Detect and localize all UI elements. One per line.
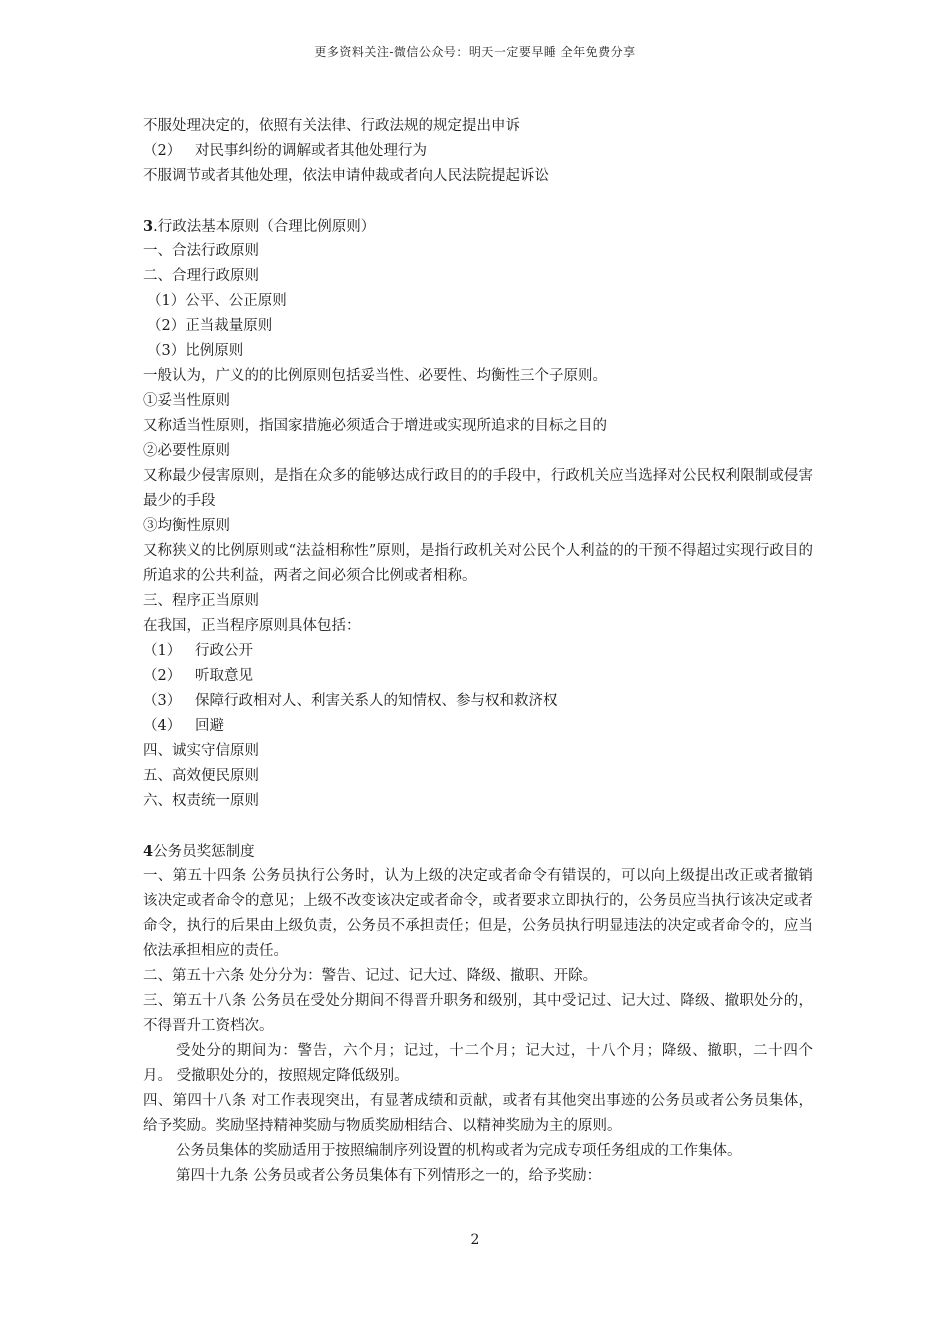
article-paragraph: 一、第五十四条 公务员执行公务时，认为上级的决定或者命令有错误的，可以向上级提出改正或者撤销该决定或者命令的意见；上级不改变该决定或者命令，或者要求立即执行的，公务员应当执行该决定或者命令，执行的后果由上级负责，公务员不承担责任；但是，公务员执行明显违法的决定或者命令的，应当依法承担相应的责任。 [143, 868, 813, 959]
section-number: 4 [143, 843, 154, 860]
list-number: （3） [143, 693, 182, 709]
section-heading [143, 214, 813, 239]
list-number: （4） [143, 718, 182, 734]
article-paragraph: 三、第五十八条 公务员在受处分期间不得晋升职务和级别，其中受记过、记大过、降级、撤职处分的，不得晋升工资档次。 [143, 993, 813, 1034]
paragraph: 一般认为，广义的的比例原则包括妥当性、必要性、均衡性三个子原则。 [143, 368, 607, 384]
list-item [143, 639, 813, 664]
sub-principle-title: ①妥当性原则 [143, 393, 230, 409]
article-paragraph: 二、第五十六条 处分分为：警告、记过、记大过、降级、撤职、开除。 [143, 968, 598, 984]
section-heading [143, 839, 813, 864]
paragraph: 在我国，正当程序原则具体包括： [143, 618, 361, 634]
paragraph: 不服处理决定的，依照有关法律、行政法规的规定提出申诉 [143, 118, 520, 134]
document-body [143, 114, 813, 1189]
list-text: 对民事纠纷的调解或者其他处理行为 [195, 143, 427, 159]
section-number: 3 [143, 218, 154, 235]
list-number: （2） [143, 143, 182, 159]
paragraph: 又称最少侵害原则，是指在众多的能够达成行政目的的手段中，行政机关应当选择对公民权利限制或侵害最少的手段 [143, 468, 813, 509]
list-item [143, 689, 813, 714]
article-paragraph: 四、第四十八条 对工作表现突出，有显著成绩和贡献，或者有其他突出事迹的公务员或者公务员集体，给予奖励。奖励坚持精神奖励与物质奖励相结合、以精神奖励为主的原则。 [143, 1093, 813, 1134]
paragraph: 又称适当性原则，指国家措施必须适合于增进或实现所追求的目标之目的 [143, 418, 607, 434]
article-paragraph: 受处分的期间为：警告，六个月；记过，十二个月；记大过，十八个月；降级、撤职，二十四个月。 受撤职处分的，按照规定降低级别。 [143, 1043, 813, 1084]
section-title: .行政法基本原则（合理比例原则） [153, 219, 376, 235]
paragraph: 又称狭义的比例原则或“法益相称性”原则，是指行政机关对公民个人利益的的干预不得超过实现行政目的所追求的公共利益，两者之间必须合比例或者相称。 [143, 543, 813, 584]
sub-principle-title: ③均衡性原则 [143, 518, 230, 534]
list-item [143, 664, 813, 689]
principle-item: 三、程序正当原则 [143, 593, 259, 609]
page-number: 2 [470, 1232, 480, 1248]
list-number: （1） [143, 643, 182, 659]
list-number: （2） [143, 668, 182, 684]
list-item [143, 714, 813, 739]
list-text: 回避 [195, 718, 224, 734]
sub-item: （3）比例原则 [147, 343, 244, 359]
sub-item: （2）正当裁量原则 [147, 318, 273, 334]
principle-item: 四、诚实守信原则 [143, 743, 259, 759]
list-item [143, 139, 813, 164]
list-text: 保障行政相对人、利害关系人的知情权、参与权和救济权 [195, 693, 558, 709]
list-text: 行政公开 [195, 643, 253, 659]
sub-item: （1）公平、公正原则 [147, 293, 287, 309]
page-header: 更多资料关注-微信公众号：明天一定要早睡 全年免费分享 [314, 45, 636, 59]
paragraph: 不服调节或者其他处理，依法申请仲裁或者向人民法院提起诉讼 [143, 168, 549, 184]
sub-principle-title: ②必要性原则 [143, 443, 230, 459]
principle-item: 五、高效便民原则 [143, 768, 259, 784]
list-text: 听取意见 [195, 668, 253, 684]
principle-item: 二、合理行政原则 [143, 268, 259, 284]
principle-item: 一、合法行政原则 [143, 243, 259, 259]
article-paragraph: 第四十九条 公务员或者公务员集体有下列情形之一的，给予奖励： [176, 1168, 602, 1184]
principle-item: 六、权责统一原则 [143, 793, 259, 809]
article-paragraph: 公务员集体的奖励适用于按照编制序列设置的机构或者为完成专项任务组成的工作集体。 [176, 1143, 742, 1159]
section-title: 公务员奖惩制度 [153, 844, 255, 860]
